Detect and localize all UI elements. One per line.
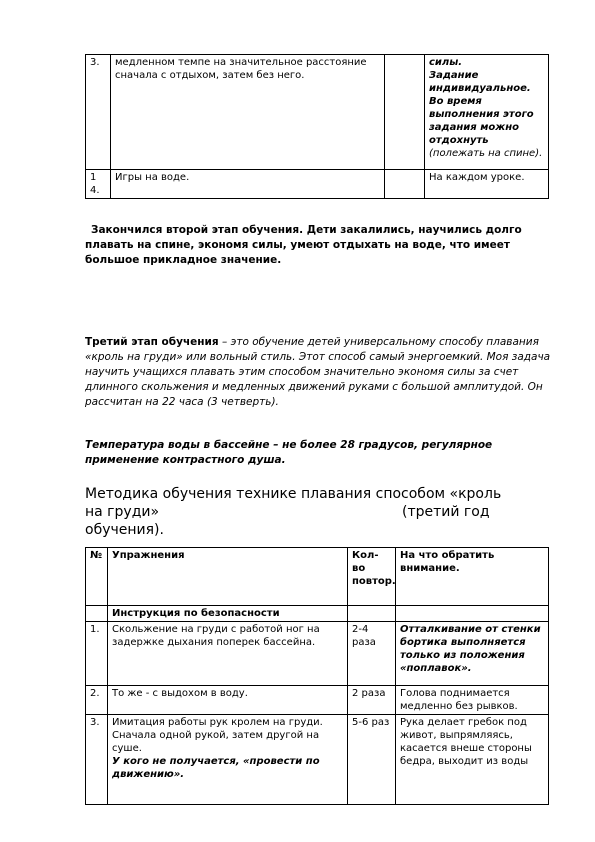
row-number: 3.: [86, 55, 111, 170]
table-row: [86, 622, 549, 686]
repeat-count: 2-4 раза: [348, 622, 396, 686]
exercise-text: То же - с выдохом в воду.: [108, 686, 348, 715]
exercise-text-hint: У кого не получается, «провести по движению».: [112, 756, 320, 780]
exercise-text: медленном темпе на значительное расстояние сначала с отдыхом, затем без него.: [111, 55, 385, 170]
heading-line-3: обучения).: [85, 522, 164, 538]
row-number: 2.: [86, 686, 108, 715]
note-bold-2: Задание индивидуальное.: [429, 70, 531, 94]
note-italic: (полежать на спине).: [429, 148, 543, 159]
header-exercise: Упражнения: [108, 548, 348, 606]
attention-note: На каждом уроке.: [425, 170, 549, 199]
table-row: [86, 170, 549, 199]
third-stage-title: Третий этап обучения: [85, 336, 219, 348]
technique-table: [85, 547, 549, 805]
attention-note: [425, 55, 549, 170]
header-number: №: [86, 548, 108, 606]
exercise-text: [108, 715, 348, 805]
attention-note: Голова поднимается медленно без рывков.: [396, 686, 549, 715]
table-section-row: [86, 606, 549, 622]
row-number: 1.: [86, 622, 108, 686]
third-stage-paragraph: [85, 335, 555, 410]
table-row: [86, 686, 549, 715]
row-number: 1 4.: [86, 170, 111, 199]
row-number: 3.: [86, 715, 108, 805]
heading-line-2-right: (третий год: [402, 504, 490, 520]
note-bold-1: силы.: [429, 57, 463, 68]
exercise-text: Скольжение на груди с работой ног на задержке дыхания поперек бассейна.: [108, 622, 348, 686]
repeat-count: 2 раза: [348, 686, 396, 715]
heading-line-1: Методика обучения технике плавания способом «кроль: [85, 486, 502, 502]
attention-note: Отталкивание от стенки бортика выполняется только из положения «поплавок».: [396, 622, 549, 686]
heading-line-2-left: на груди»: [85, 504, 160, 520]
exercise-text: Игры на воде.: [111, 170, 385, 199]
table-row: [86, 715, 549, 805]
table-header-row: [86, 548, 549, 606]
repeat-count: 5-6 раз: [348, 715, 396, 805]
third-stage-text: – это обучение детей универсальному способу плавания «кроль на груди» или вольный стиль. Этот способ самый энергоемкий. Моя задача научить учащихся плавать этим способом значительно экономя силы за счет длинного скольжения и медленных движений руками с большой амплитудой. Он рассчитан на 22 часа (3 четверть).: [85, 336, 551, 408]
section-safety: Инструкция по безопасности: [108, 606, 348, 622]
exercise-text-main: Имитация работы рук кролем на груди. Сначала одной рукой, затем другой на суше.: [112, 717, 323, 754]
section-heading: [85, 485, 555, 539]
summary-paragraph: Закончился второй этап обучения. Дети закалились, научились долго плавать на спине, экономя силы, умеют отдыхать на воде, что имеет большое прикладное значение.: [85, 224, 522, 266]
water-temperature-paragraph: Температура воды в бассейне – не более 28 градусов, регулярное применение контрастного душа.: [85, 439, 493, 466]
header-attention: На что обратить внимание.: [396, 548, 549, 606]
attention-note: Рука делает гребок под живот, выпрямляясь, касается внеше стороны бедра, выходит из воды: [396, 715, 549, 805]
exercise-table-continued: [85, 54, 549, 199]
repeat-count: [385, 55, 425, 170]
table-row: [86, 55, 549, 170]
repeat-count: [385, 170, 425, 199]
header-count: Кол-во повтор.: [348, 548, 396, 606]
note-bold-3: Во время выполнения этого задания можно отдохнуть: [429, 96, 534, 146]
